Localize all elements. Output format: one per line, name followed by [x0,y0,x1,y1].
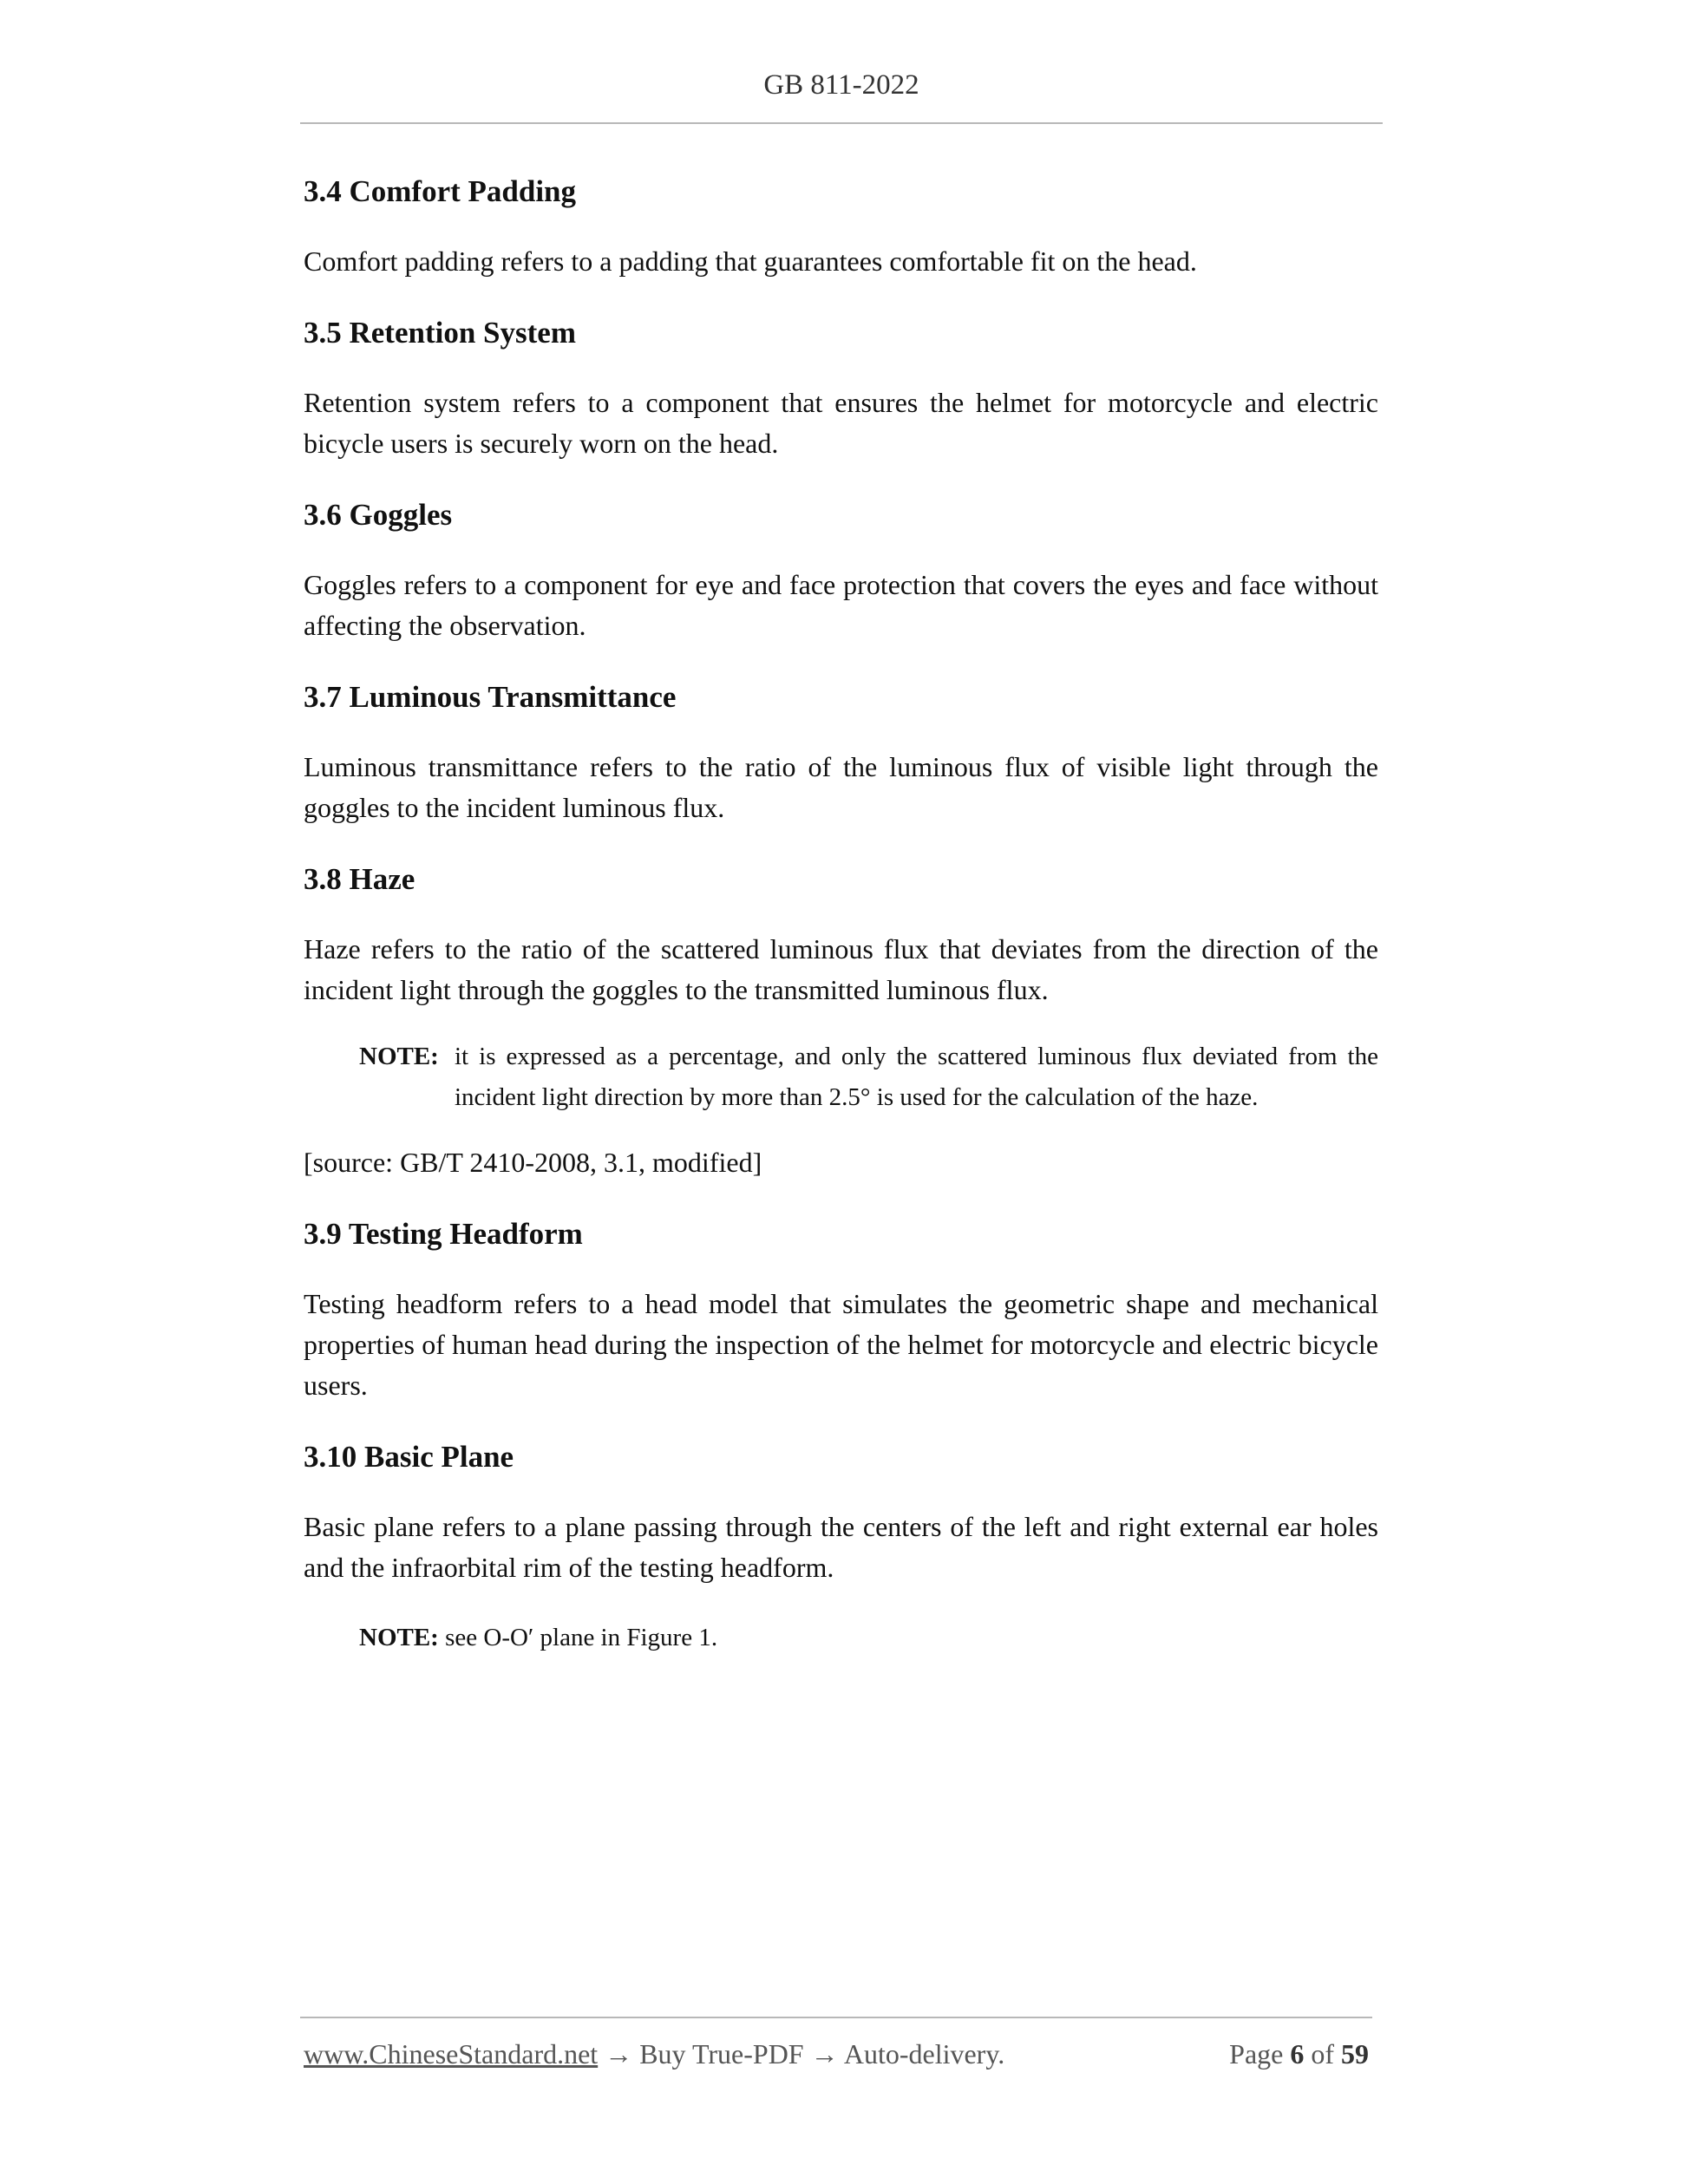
source-citation: [source: GB/T 2410-2008, 3.1, modified] [304,1147,762,1178]
section-text-3-8: Haze refers to the ratio of the scattered luminous flux that deviates from the direction of the incident light through the goggles to the transmitted luminous flux. [304,933,1378,1005]
section-heading-3-5: 3.5 Retention System [304,316,576,350]
arrow-right-icon: → [605,2038,633,2070]
note-text: it is expressed as a percentage, and only the scattered luminous flux deviated from the incident light direction by more than 2.5° is used for the calculation of the haze. [455,1043,1378,1111]
section-text-3-5: Retention system refers to a component that ensures the helmet for motorcycle and electric bicycle users is securely worn on the head. [304,387,1378,459]
section-heading-3-7: 3.7 Luminous Transmittance [304,680,677,714]
page-indicator [1229,2038,1369,2070]
header-divider [300,122,1383,124]
of-label: of [1311,2038,1334,2070]
total-pages: 59 [1341,2038,1369,2070]
buy-pdf-text: Buy True-PDF [639,2038,804,2070]
page-header: GB 811-2022 [763,69,919,101]
section-heading-3-10: 3.10 Basic Plane [304,1440,514,1474]
document-body [304,170,1378,1658]
page-label: Page [1229,2038,1284,2070]
note-label: NOTE: [359,1043,439,1070]
section-heading-3-4: 3.4 Comfort Padding [304,174,577,208]
footer-promo [304,2038,1004,2070]
note-text: see O-O′ plane in Figure 1. [445,1624,718,1651]
arrow-right-icon: → [810,2038,839,2070]
website-link[interactable]: www.ChineseStandard.net [304,2038,599,2070]
section-text-3-6: Goggles refers to a component for eye and face protection that covers the eyes and face without affecting the observation. [304,569,1378,641]
auto-delivery-text: Auto-delivery. [843,2038,1005,2070]
note-label: NOTE: [359,1624,439,1651]
section-text-3-9: Testing headform refers to a head model that simulates the geometric shape and mechanical properties of human head during the inspection of the helmet for motorcycle and electric bicycle users. [304,1288,1378,1401]
section-heading-3-6: 3.6 Goggles [304,498,453,532]
section-heading-3-9: 3.9 Testing Headform [304,1217,583,1251]
page-number: 6 [1290,2038,1305,2070]
section-text-3-7: Luminous transmittance refers to the ratio of the luminous flux of visible light through the goggles to the incident luminous flux. [304,751,1378,823]
section-text-3-10: Basic plane refers to a plane passing through the centers of the left and right external ear holes and the infraorbital rim of the testing headform. [304,1511,1378,1583]
haze-note [304,1036,1378,1118]
section-heading-3-8: 3.8 Haze [304,862,415,896]
footer-divider [300,2017,1372,2018]
basic-plane-note [304,1618,1378,1658]
section-text-3-4: Comfort padding refers to a padding that guarantees comfortable fit on the head. [304,245,1197,277]
